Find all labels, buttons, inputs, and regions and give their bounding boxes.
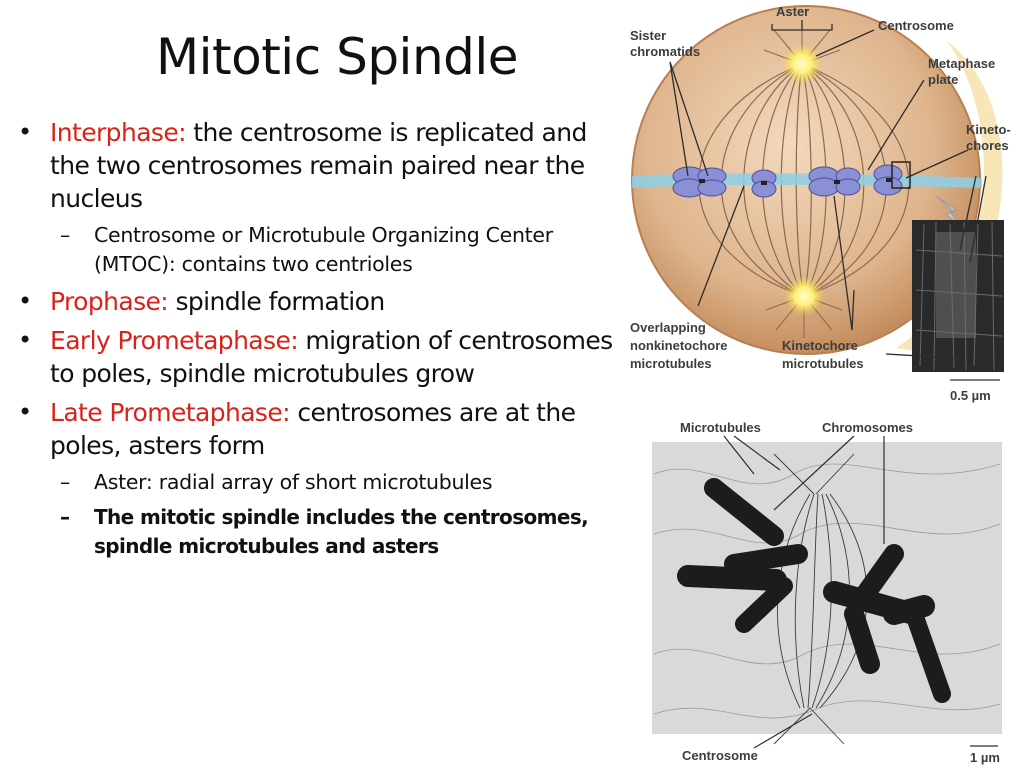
bullet-term: Late Prometaphase:	[50, 398, 290, 427]
bullet-list	[18, 116, 618, 567]
label-kinetochore-mt-1: Kinetochore	[782, 338, 858, 353]
bullet-text	[50, 285, 385, 318]
sub-bullet-dash: –	[60, 505, 70, 529]
label-centrosome: Centrosome	[878, 18, 954, 33]
label-chromosomes: Chromosomes	[822, 420, 914, 435]
bullet-item	[18, 116, 618, 215]
label-metaphase-2: plate	[928, 72, 959, 87]
sub-bullet-item	[60, 468, 618, 497]
scale-label-top: 0.5 µm	[950, 388, 991, 403]
micrograph	[624, 414, 1024, 768]
label-overlapping-2: nonkinetochore	[630, 338, 728, 353]
centrosome-bottom	[784, 276, 824, 316]
bullet-item	[18, 285, 618, 318]
label-sister-2: chromatids	[630, 44, 701, 59]
centrosome-top	[782, 44, 822, 84]
bullet-text	[50, 396, 618, 462]
bullet-term: Interphase:	[50, 118, 186, 147]
inset-chromosome	[936, 232, 976, 338]
bullet-term: Early Prometaphase:	[50, 326, 299, 355]
sub-bullet-text: Centrosome or Microtubule Organizing Center (MTOC): contains two centrioles	[94, 223, 553, 276]
label-overlapping-3: microtubules	[630, 356, 712, 371]
bullet-dot: •	[18, 118, 32, 146]
label-overlapping-1: Overlapping	[630, 320, 706, 335]
slide-title: Mitotic Spindle	[155, 28, 519, 86]
label-centrosome-micrograph: Centrosome	[682, 748, 758, 763]
sub-bullet-dash: –	[60, 470, 70, 494]
label-metaphase-1: Metaphase	[928, 56, 996, 71]
label-microtubules: Microtubules	[680, 420, 761, 435]
bullet-description: the centrosome is replicated and the two centrosomes remain paired near the nucleus	[50, 118, 587, 213]
bullet-item	[18, 396, 618, 462]
sub-bullet-item	[60, 221, 618, 279]
sub-bullet-dash: –	[60, 223, 70, 247]
label-sister-1: Sister	[630, 28, 667, 43]
bullet-dot: •	[18, 398, 32, 426]
sub-bullet-item	[60, 503, 618, 561]
spindle-diagram	[624, 0, 1024, 410]
bullet-text	[50, 116, 618, 215]
label-aster: Aster	[776, 4, 810, 19]
bullet-term: Prophase:	[50, 287, 169, 316]
sub-bullet-text: Aster: radial array of short microtubules	[94, 470, 493, 494]
bullet-dot: •	[18, 326, 32, 354]
label-kinetochore-mt-2: microtubules	[782, 356, 864, 371]
bullet-item	[18, 324, 618, 390]
bullet-dot: •	[18, 287, 32, 315]
label-kinetochores-2: chores	[966, 138, 1009, 153]
sub-bullet-text: The mitotic spindle includes the centrosomes, spindle microtubules and asters	[94, 505, 589, 558]
bullet-description: centrosomes are at the poles, asters form	[50, 398, 576, 460]
scale-label-bottom: 1 µm	[970, 750, 1000, 765]
bullet-description: migration of centrosomes to poles, spindle microtubules grow	[50, 326, 613, 388]
label-kinetochores-1: Kineto-	[966, 122, 1011, 137]
bullet-text	[50, 324, 618, 390]
bullet-description: spindle formation	[168, 287, 385, 316]
